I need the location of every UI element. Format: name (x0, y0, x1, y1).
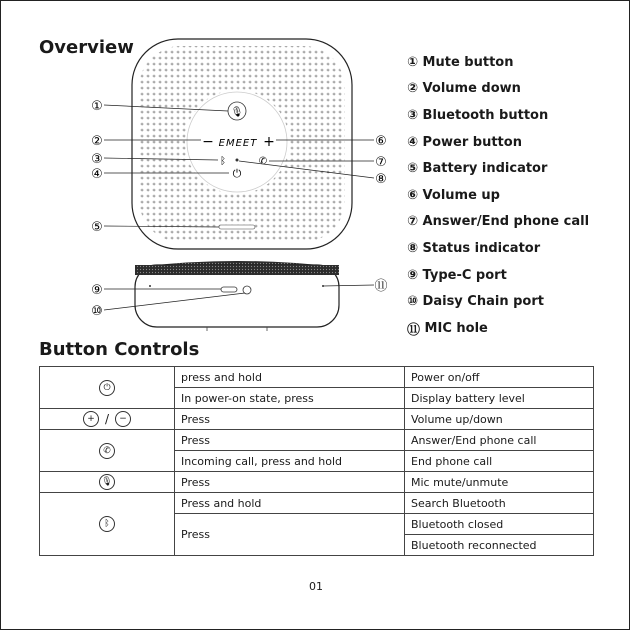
callout-5: ⑤ (91, 220, 103, 235)
speaker-top-view (132, 39, 352, 249)
status-indicator (236, 159, 239, 162)
result-cell: Answer/End phone call (405, 430, 594, 451)
action-cell: Press and hold (175, 493, 405, 514)
action-cell: Press (175, 409, 405, 430)
legend-number: ⑨ (407, 267, 419, 283)
phone-button[interactable]: ✆ (258, 156, 268, 167)
legend-number: ⑪ (407, 322, 421, 338)
callout-3: ③ (91, 152, 103, 167)
type-c-port (221, 287, 237, 292)
legend-number: ⑩ (407, 294, 419, 310)
volume-up-button[interactable]: + (263, 134, 275, 150)
action-cell: Incoming call, press and hold (175, 451, 405, 472)
result-cell: Volume up/down (405, 409, 594, 430)
page-number: 01 (309, 580, 323, 593)
legend-number: ① (407, 54, 419, 70)
callout-9: ⑨ (91, 283, 103, 298)
button-controls-title: Button Controls (39, 339, 200, 360)
overview-title: Overview (39, 37, 134, 58)
legend-label: Status indicator (422, 240, 541, 256)
plus-icon: + (83, 411, 99, 427)
component-legend (407, 49, 589, 342)
action-cell: press and hold (175, 367, 405, 388)
result-cell: Bluetooth closed (405, 514, 594, 535)
result-cell: Bluetooth reconnected (405, 535, 594, 556)
legend-item (407, 182, 589, 209)
legend-label: Type-C port (422, 267, 507, 283)
legend-label: Mute button (422, 54, 514, 70)
result-cell: Search Bluetooth (405, 493, 594, 514)
legend-number: ⑤ (407, 161, 419, 177)
legend-label: Answer/End phone call (422, 214, 590, 230)
legend-number: ⑦ (407, 214, 419, 230)
legend-label: Battery indicator (422, 161, 548, 177)
legend-item (407, 235, 589, 262)
battery-indicator (219, 225, 255, 229)
legend-label: Bluetooth button (422, 107, 549, 123)
callout-8: ⑧ (375, 172, 387, 187)
legend-number: ③ (407, 107, 419, 123)
result-cell: Mic mute/unmute (405, 472, 594, 493)
table-row (40, 409, 594, 430)
legend-item (407, 315, 589, 342)
legend-label: Volume down (422, 81, 521, 97)
legend-label: Power button (422, 134, 522, 150)
legend-item (407, 155, 589, 182)
table-row (40, 493, 594, 514)
callout-10: ⑩ (91, 304, 103, 319)
power-button[interactable]: ⏻ (232, 167, 242, 180)
callout-4: ④ (91, 167, 103, 182)
legend-label: Volume up (422, 187, 500, 203)
bluetooth-button[interactable]: ᛒ (220, 156, 226, 167)
legend-item (407, 209, 589, 236)
legend-item (407, 76, 589, 103)
legend-item (407, 49, 589, 76)
callout-2: ② (91, 134, 103, 149)
legend-label: Daisy Chain port (422, 294, 544, 310)
power-icon-cell (40, 367, 175, 409)
callout-1: ① (91, 99, 103, 114)
action-cell: Press (175, 514, 405, 556)
bluetooth-icon-cell (40, 493, 175, 556)
callout-6: ⑥ (375, 134, 387, 149)
volume-down-button[interactable]: − (202, 134, 214, 150)
mic-hole-left (149, 285, 151, 287)
result-cell: Power on/off (405, 367, 594, 388)
volume-icon-cell (40, 409, 175, 430)
legend-label: MIC hole (424, 320, 488, 336)
result-cell: Display battery level (405, 388, 594, 409)
brand-logo: EMEET (218, 138, 258, 149)
legend-number: ⑧ (407, 240, 419, 256)
phone-icon: ✆ (99, 443, 115, 459)
mic-mute-icon-cell (40, 472, 175, 493)
result-cell: End phone call (405, 451, 594, 472)
mic-mute-icon: 🎙 (99, 474, 115, 490)
phone-icon-cell (40, 430, 175, 472)
legend-item (407, 129, 589, 156)
legend-item (407, 102, 589, 129)
table-row (40, 430, 594, 451)
action-cell: In power-on state, press (175, 388, 405, 409)
slash-separator: / (104, 412, 110, 426)
legend-number: ② (407, 81, 419, 97)
action-cell: Press (175, 472, 405, 493)
legend-number: ⑥ (407, 187, 419, 203)
bluetooth-icon: ᛒ (99, 516, 115, 532)
power-icon: ⏻ (99, 380, 115, 396)
legend-number: ④ (407, 134, 419, 150)
mic-icon: 🎙 (230, 107, 244, 118)
legend-item (407, 288, 589, 315)
speaker-side-view (135, 262, 339, 332)
button-controls-table (39, 366, 594, 556)
table-row (40, 367, 594, 388)
callout-11: ⑪ (374, 279, 388, 294)
callout-7: ⑦ (375, 155, 387, 170)
legend-item (407, 262, 589, 289)
table-row (40, 472, 594, 493)
action-cell: Press (175, 430, 405, 451)
minus-icon: − (115, 411, 131, 427)
